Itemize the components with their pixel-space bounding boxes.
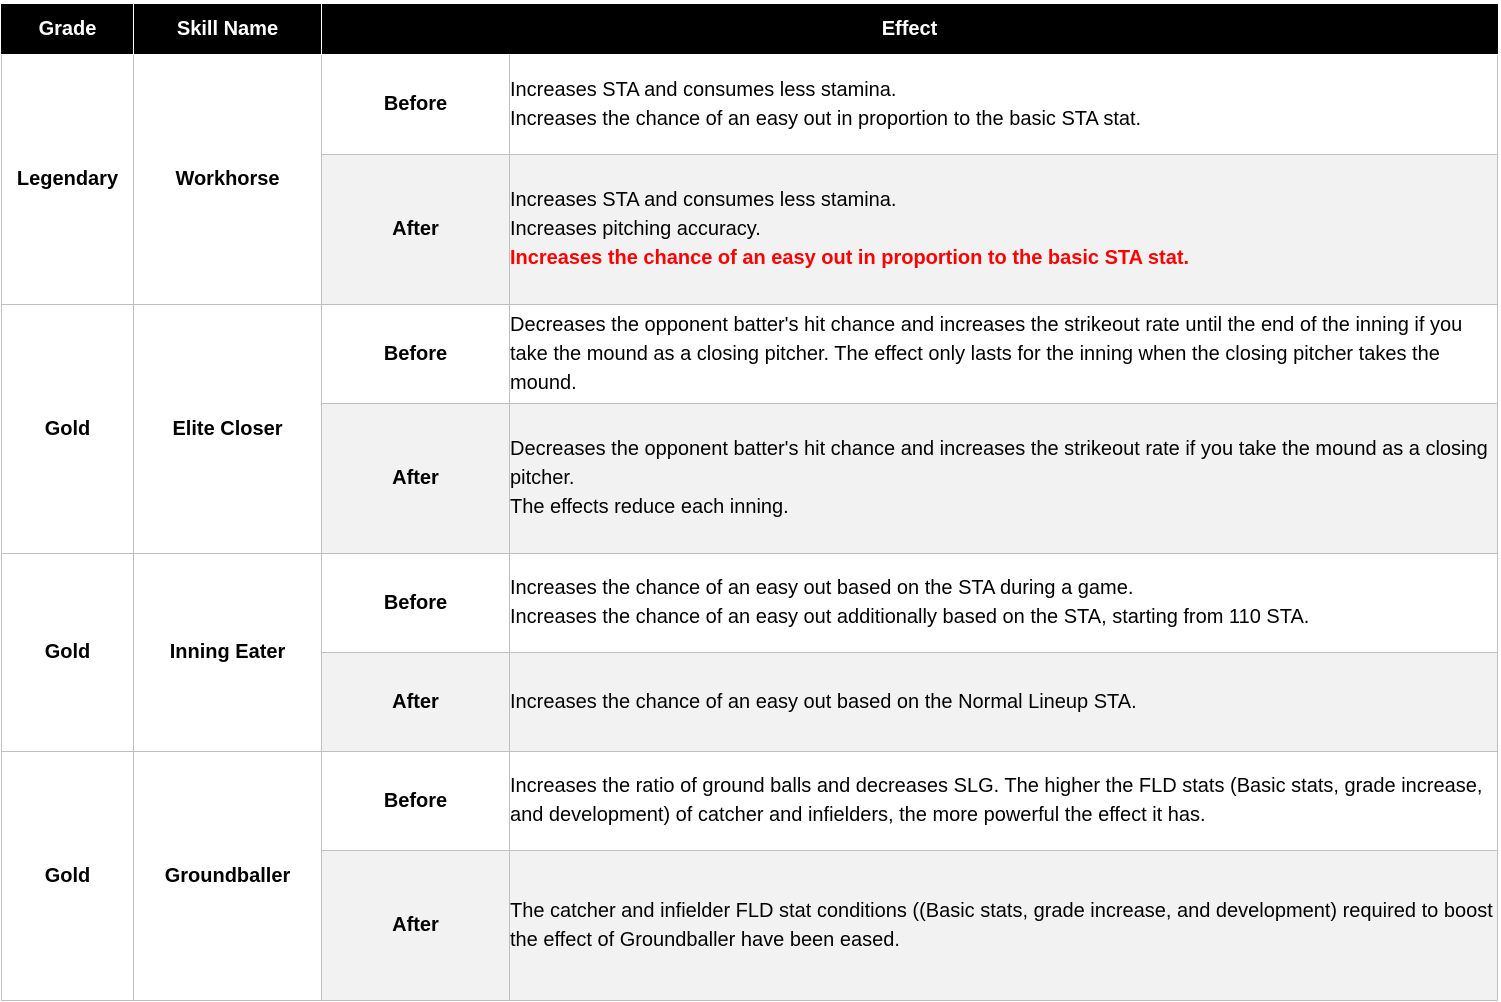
skill-name-cell: Elite Closer xyxy=(134,305,322,554)
skill-name-cell: Inning Eater xyxy=(134,554,322,752)
table-header xyxy=(2,5,1498,55)
header-row xyxy=(2,5,1498,55)
skill-name-cell: Groundballer xyxy=(134,752,322,1001)
after-label: After xyxy=(322,653,510,752)
highlighted-effect-line: Increases the chance of an easy out in proportion to the basic STA stat. xyxy=(510,247,1190,269)
effect-line: Increases the ratio of ground balls and decreases SLG. The higher the FLD stats (Basic stats, grade increase, and development) of catcher and infielders, the more powerful the effect it has. xyxy=(510,775,1483,826)
after-effect xyxy=(510,851,1498,1001)
effect-line: Increases pitching accuracy. xyxy=(510,218,761,240)
effect-line: The catcher and infielder FLD stat conditions ((Basic stats, grade increase, and development) required to boost the effect of Groundballer have been eased. xyxy=(510,899,1493,951)
after-effect xyxy=(510,404,1498,554)
effect-line: Increases STA and consumes less stamina. xyxy=(510,189,897,211)
effect-line: Decreases the opponent batter's hit chance and increases the strikeout rate if you take the mound as a closing pitcher. xyxy=(510,438,1488,489)
grade-cell: Gold xyxy=(2,752,134,1001)
after-label: After xyxy=(322,851,510,1001)
before-effect xyxy=(510,752,1498,851)
grade-cell: Gold xyxy=(2,305,134,554)
after-label: After xyxy=(322,155,510,305)
before-effect xyxy=(510,305,1498,404)
before-label: Before xyxy=(322,752,510,851)
effect-line: Decreases the opponent batter's hit chance and increases the strikeout rate until the end of the inning if you take the mound as a closing pitcher. The effect only lasts for the inning when the closing pitcher takes the mound. xyxy=(510,313,1463,394)
effect-line: Increases the chance of an easy out based on the Normal Lineup STA. xyxy=(510,690,1137,713)
effect-line: Increases the chance of an easy out in proportion to the basic STA stat. xyxy=(510,107,1142,130)
effect-line: The effects reduce each inning. xyxy=(510,496,789,518)
before-effect xyxy=(510,55,1498,155)
before-label: Before xyxy=(322,305,510,404)
after-effect xyxy=(510,155,1498,305)
table-row xyxy=(2,305,1498,404)
table-row xyxy=(2,55,1498,155)
skill-changes-table xyxy=(1,4,1498,1001)
table-row xyxy=(2,554,1498,653)
skill-name-column-header: Skill Name xyxy=(134,5,322,55)
table-body xyxy=(2,55,1498,1001)
grade-cell: Gold xyxy=(2,554,134,752)
before-label: Before xyxy=(322,55,510,155)
before-effect xyxy=(510,554,1498,653)
effect-column-header: Effect xyxy=(322,5,1498,55)
effect-line: Increases the chance of an easy out based on the STA during a game. xyxy=(510,577,1134,599)
table-row xyxy=(2,752,1498,851)
effect-line: Increases the chance of an easy out additionally based on the STA, starting from 110 STA. xyxy=(510,606,1310,628)
grade-column-header: Grade xyxy=(2,5,134,55)
after-label: After xyxy=(322,404,510,554)
before-label: Before xyxy=(322,554,510,653)
after-effect xyxy=(510,653,1498,752)
skill-name-cell: Workhorse xyxy=(134,55,322,305)
grade-cell: Legendary xyxy=(2,55,134,305)
effect-line: Increases STA and consumes less stamina. xyxy=(510,78,897,101)
